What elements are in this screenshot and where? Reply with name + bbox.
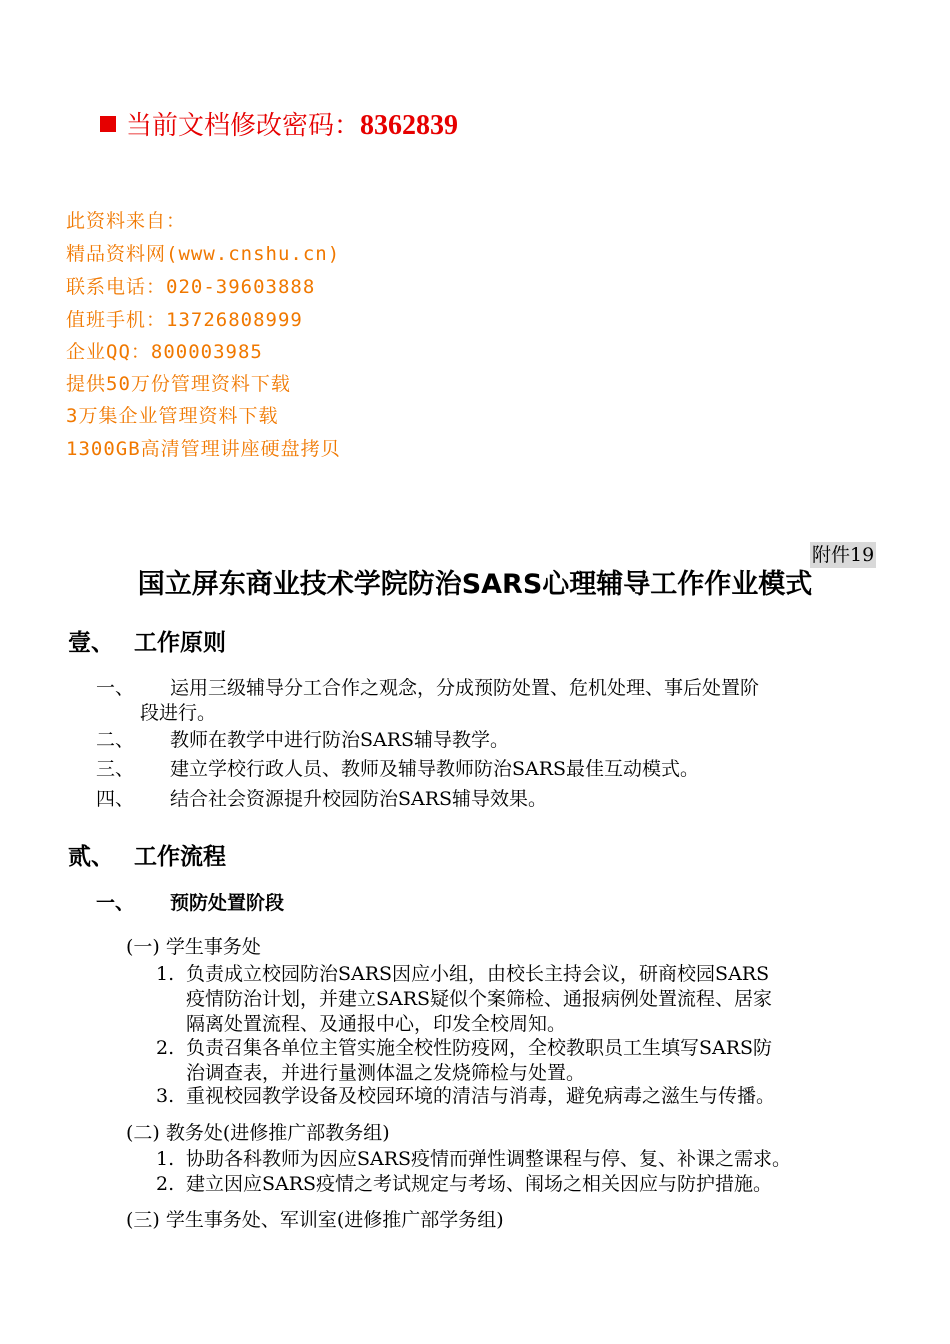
- item-text: 重视校园教学设备及校园环境的清洁与消毒，避免病毒之滋生与传播。: [186, 1085, 776, 1107]
- principle-text: 建立学校行政人员、教师及辅导教师防治SARS最佳互动模式。: [170, 758, 700, 780]
- principle-number: 三、: [96, 758, 135, 780]
- stage-heading: 预防处置阶段: [170, 892, 285, 914]
- principle-text: 运用三级辅导分工合作之观念，分成预防处置、危机处理、事后处置阶: [170, 677, 760, 699]
- item-text: 疫情防治计划，并建立SARS疑似个案筛检、通报病例处置流程、居家: [186, 988, 773, 1010]
- item-text: 治调查表，并进行量测体温之发烧筛检与处置。: [186, 1062, 586, 1084]
- group-heading: (二) 教务处(进修推广部教务组): [126, 1122, 390, 1144]
- principle-number: 四、: [96, 788, 135, 810]
- section-title: 工作原则: [134, 630, 226, 656]
- item-text: 建立因应SARS疫情之考试规定与考场、闱场之相关因应与防护措施。: [186, 1173, 773, 1195]
- group-heading: (三) 学生事务处、军训室(进修推广部学务组): [126, 1209, 504, 1231]
- item-number: 2.: [156, 1173, 175, 1195]
- principle-number: 二、: [96, 729, 135, 751]
- attachment-label: 附件19: [812, 544, 875, 566]
- password-label: 当前文档修改密码：: [126, 111, 361, 141]
- stage-number: 一、: [96, 892, 135, 914]
- principle-text: 教师在教学中进行防治SARS辅导教学。: [170, 729, 510, 751]
- section-heading: [68, 627, 226, 659]
- item-text: 负责成立校园防治SARS因应小组，由校长主持会议，研商校园SARS: [186, 963, 770, 985]
- item-text: 协助各科教师为因应SARS疫情而弹性调整课程与停、复、补课之需求。: [186, 1148, 792, 1170]
- source-line: 1300GB高清管理讲座硬盘拷贝: [66, 438, 341, 460]
- password-line: [100, 108, 458, 144]
- principle-number: 一、: [96, 677, 135, 699]
- section-heading: [68, 841, 226, 873]
- section-title: 工作流程: [134, 844, 226, 870]
- source-line: 值班手机：13726808999: [66, 309, 303, 331]
- section-number: 壹、: [68, 630, 114, 656]
- item-text: 隔离处置流程、及通报中心，印发全校周知。: [186, 1013, 567, 1035]
- item-number: 1.: [156, 963, 175, 985]
- item-text: 负责召集各单位主管实施全校性防疫网，全校教职员工生填写SARS防: [186, 1037, 773, 1059]
- source-line: 精品资料网(www.cnshu.cn): [66, 243, 341, 265]
- source-line: 此资料来自：: [66, 210, 187, 232]
- section-number: 贰、: [68, 844, 114, 870]
- source-line: 联系电话：020-39603888: [66, 276, 316, 298]
- document-title: 国立屏东商业技术学院防治SARS心理辅导工作作业模式: [137, 569, 813, 600]
- group-heading: (一) 学生事务处: [126, 936, 261, 958]
- square-bullet-icon: [100, 116, 116, 132]
- source-line: 提供50万份管理资料下载: [66, 373, 291, 395]
- principle-text-cont: 段进行。: [140, 702, 217, 724]
- item-number: 2.: [156, 1037, 175, 1059]
- source-line: 企业QQ：800003985: [66, 341, 263, 363]
- item-number: 1.: [156, 1148, 175, 1170]
- item-number: 3.: [156, 1085, 175, 1107]
- source-line: 3万集企业管理资料下载: [66, 405, 279, 427]
- principle-text: 结合社会资源提升校园防治SARS辅导效果。: [170, 788, 548, 810]
- password-code: 8362839: [360, 110, 459, 141]
